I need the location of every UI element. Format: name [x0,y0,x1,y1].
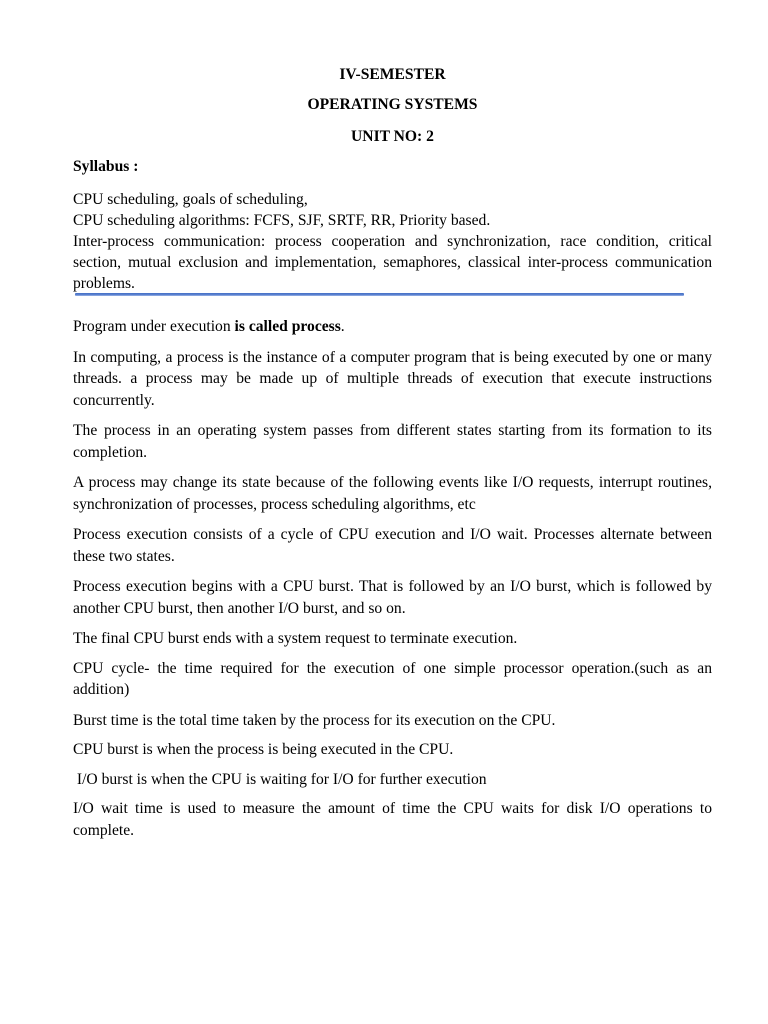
unit-heading: UNIT NO: 2 [351,128,434,145]
body-text [73,316,712,850]
syllabus-list [73,189,712,294]
syllabus-label: Syllabus : [73,158,139,175]
syllabus-line-algorithms: CPU scheduling algorithms: FCFS, SJF, SRTF, RR, Priority based. [73,212,491,229]
paragraph-io-wait: I/O wait time is used to measure the amount of time the CPU waits for disk I/O operations to complete. [73,800,712,839]
paragraph-definition-end: . [340,318,345,335]
paragraph-events: A process may change its state because of the following events like I/O requests, interrupt routines, synchronization of processes, process scheduling algorithms, etc [73,474,712,513]
paragraph-io-burst: I/O burst is when the CPU is waiting for I/O for further execution [73,770,487,788]
subject-heading: OPERATING SYSTEMS [307,96,478,113]
paragraph-cpu-cycle: CPU cycle- the time required for the execution of one simple processor operation.(such as an addition) [73,659,712,698]
paragraph-definition-start: Program under execution [73,318,235,335]
paragraph-final-burst: The final CPU burst ends with a system request to terminate execution. [73,630,518,647]
semester-heading: IV-SEMESTER [339,66,446,83]
syllabus-line-ipc: Inter-process communication: process cooperation and synchronization, race condition, critical section, mutual exclusion and implementation, semaphores, classical inter-process communication problems. [73,233,712,292]
paragraph-definition [73,316,712,338]
paragraph-definition-bold: is called process [234,318,341,335]
paragraph-burst-time: Burst time is the total time taken by the process for its execution on the CPU. [73,711,556,729]
paragraph-burst-sequence: Process execution begins with a CPU burst. That is followed by an I/O burst, which is followed by another CPU burst, then another I/O burst, and so on. [73,578,712,617]
paragraph-cycle: Process execution consists of a cycle of CPU execution and I/O wait. Processes alternate between these two states. [73,526,712,565]
paragraph-states: The process in an operating system passes from different states starting from its formation to its completion. [73,422,712,461]
section-divider [75,293,684,296]
paragraph-computing: In computing, a process is the instance of a computer program that is being executed by one or many threads. a process may be made up of multiple threads of execution that execute instructions concurrently. [73,348,712,409]
syllabus-line-scheduling: CPU scheduling, goals of scheduling, [73,191,308,208]
paragraph-cpu-burst: CPU burst is when the process is being executed in the CPU. [73,741,454,758]
